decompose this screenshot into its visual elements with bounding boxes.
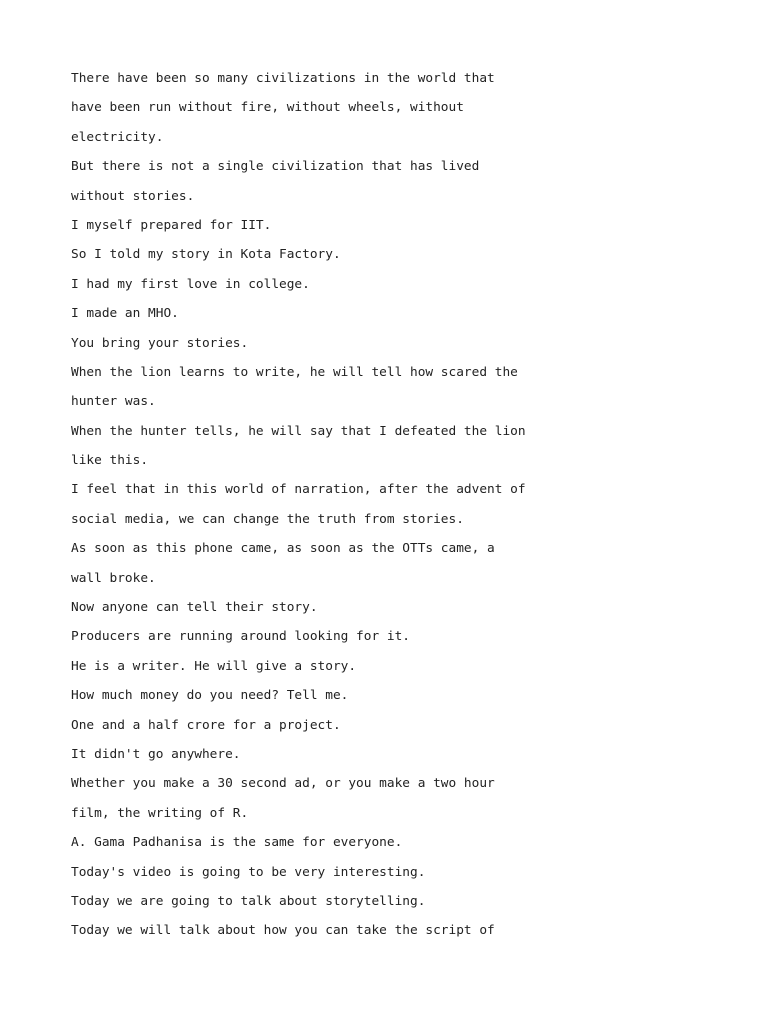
text-line: Today we are going to talk about storytelling. bbox=[71, 893, 426, 909]
text-line: There have been so many civilizations in the world that bbox=[71, 71, 495, 86]
document-page bbox=[71, 64, 711, 946]
text-line: film, the writing of R. bbox=[71, 805, 249, 821]
text-line: without stories. bbox=[71, 188, 195, 204]
text-line: hunter was. bbox=[71, 394, 156, 410]
text-line: When the lion learns to write, he will tell how scared the bbox=[71, 364, 518, 380]
text-line: He is a writer. He will give a story. bbox=[71, 658, 357, 674]
text-line: But there is not a single civilization that has lived bbox=[71, 159, 480, 175]
text-line: I had my first love in college. bbox=[71, 276, 310, 292]
text-line: social media, we can change the truth from stories. bbox=[71, 511, 464, 527]
text-line: It didn't go anywhere. bbox=[71, 746, 241, 762]
text-line: When the hunter tells, he will say that I defeated the lion bbox=[71, 423, 526, 439]
text-line: One and a half crore for a project. bbox=[71, 717, 341, 733]
text-line: How much money do you need? Tell me. bbox=[71, 688, 349, 704]
text-line: have been run without fire, without wheels, without bbox=[71, 100, 464, 116]
text-line: A. Gama Padhanisa is the same for everyone. bbox=[71, 835, 403, 851]
text-line: like this. bbox=[71, 453, 149, 469]
text-line: So I told my story in Kota Factory. bbox=[71, 247, 341, 263]
text-line: I made an MHO. bbox=[71, 306, 179, 322]
text-line: As soon as this phone came, as soon as the OTTs came, a bbox=[71, 541, 495, 557]
text-line: I myself prepared for IIT. bbox=[71, 217, 272, 233]
text-line: Today we will talk about how you can take the script of bbox=[71, 923, 495, 939]
text-line: Today's video is going to be very interesting. bbox=[71, 864, 426, 880]
text-line: electricity. bbox=[71, 129, 164, 145]
text-line: Producers are running around looking for it. bbox=[71, 629, 410, 645]
text-line: Whether you make a 30 second ad, or you make a two hour bbox=[71, 776, 495, 792]
text-line: I feel that in this world of narration, after the advent of bbox=[71, 482, 526, 498]
text-line: You bring your stories. bbox=[71, 335, 249, 351]
text-line: Now anyone can tell their story. bbox=[71, 600, 318, 616]
text-line: wall broke. bbox=[71, 570, 156, 586]
